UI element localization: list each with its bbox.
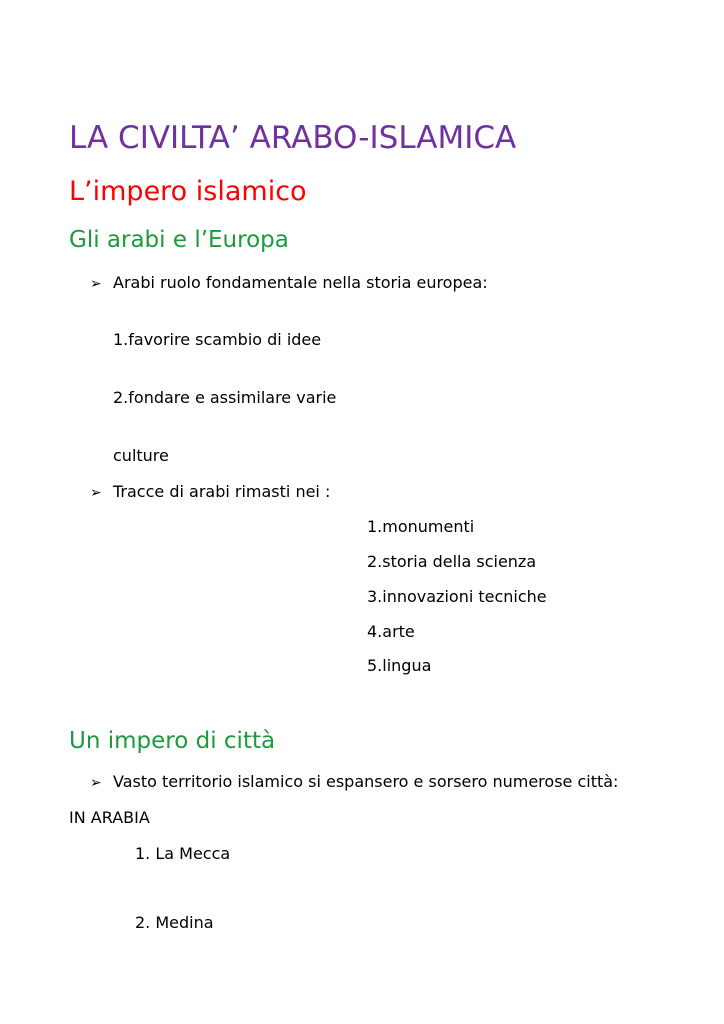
trace-item: 1.monumenti: [367, 517, 475, 536]
bullet-text: Arabi ruolo fondamentale nella storia europea:: [113, 273, 488, 292]
document-subtitle: L’impero islamico: [69, 176, 307, 207]
bullet-text: Vasto territorio islamico si espansero e sorsero numerose città:: [113, 772, 619, 791]
bullet-arrow-icon: ➢: [90, 775, 102, 791]
city-item: 1. La Mecca: [135, 844, 231, 863]
bullet-arrow-icon: ➢: [90, 485, 102, 501]
trace-item: 4.arte: [367, 622, 415, 641]
list-item: 1.favorire scambio di idee: [113, 330, 322, 349]
document-title: LA CIVILTA’ ARABO-ISLAMICA: [69, 120, 517, 156]
bullet-arrow-icon: ➢: [90, 276, 102, 292]
trace-item: 5.lingua: [367, 656, 432, 675]
trace-item: 2.storia della scienza: [367, 552, 537, 571]
list-item: 2.fondare e assimilare varie: [113, 388, 337, 407]
section-heading-impero-citta: Un impero di città: [69, 728, 276, 754]
bullet-text: Tracce di arabi rimasti nei :: [113, 482, 331, 501]
list-item: culture: [113, 446, 169, 465]
region-label: IN ARABIA: [69, 808, 150, 827]
city-item: 2. Medina: [135, 913, 214, 932]
section-heading-arabi-europa: Gli arabi e l’Europa: [69, 227, 289, 253]
trace-item: 3.innovazioni tecniche: [367, 587, 547, 606]
